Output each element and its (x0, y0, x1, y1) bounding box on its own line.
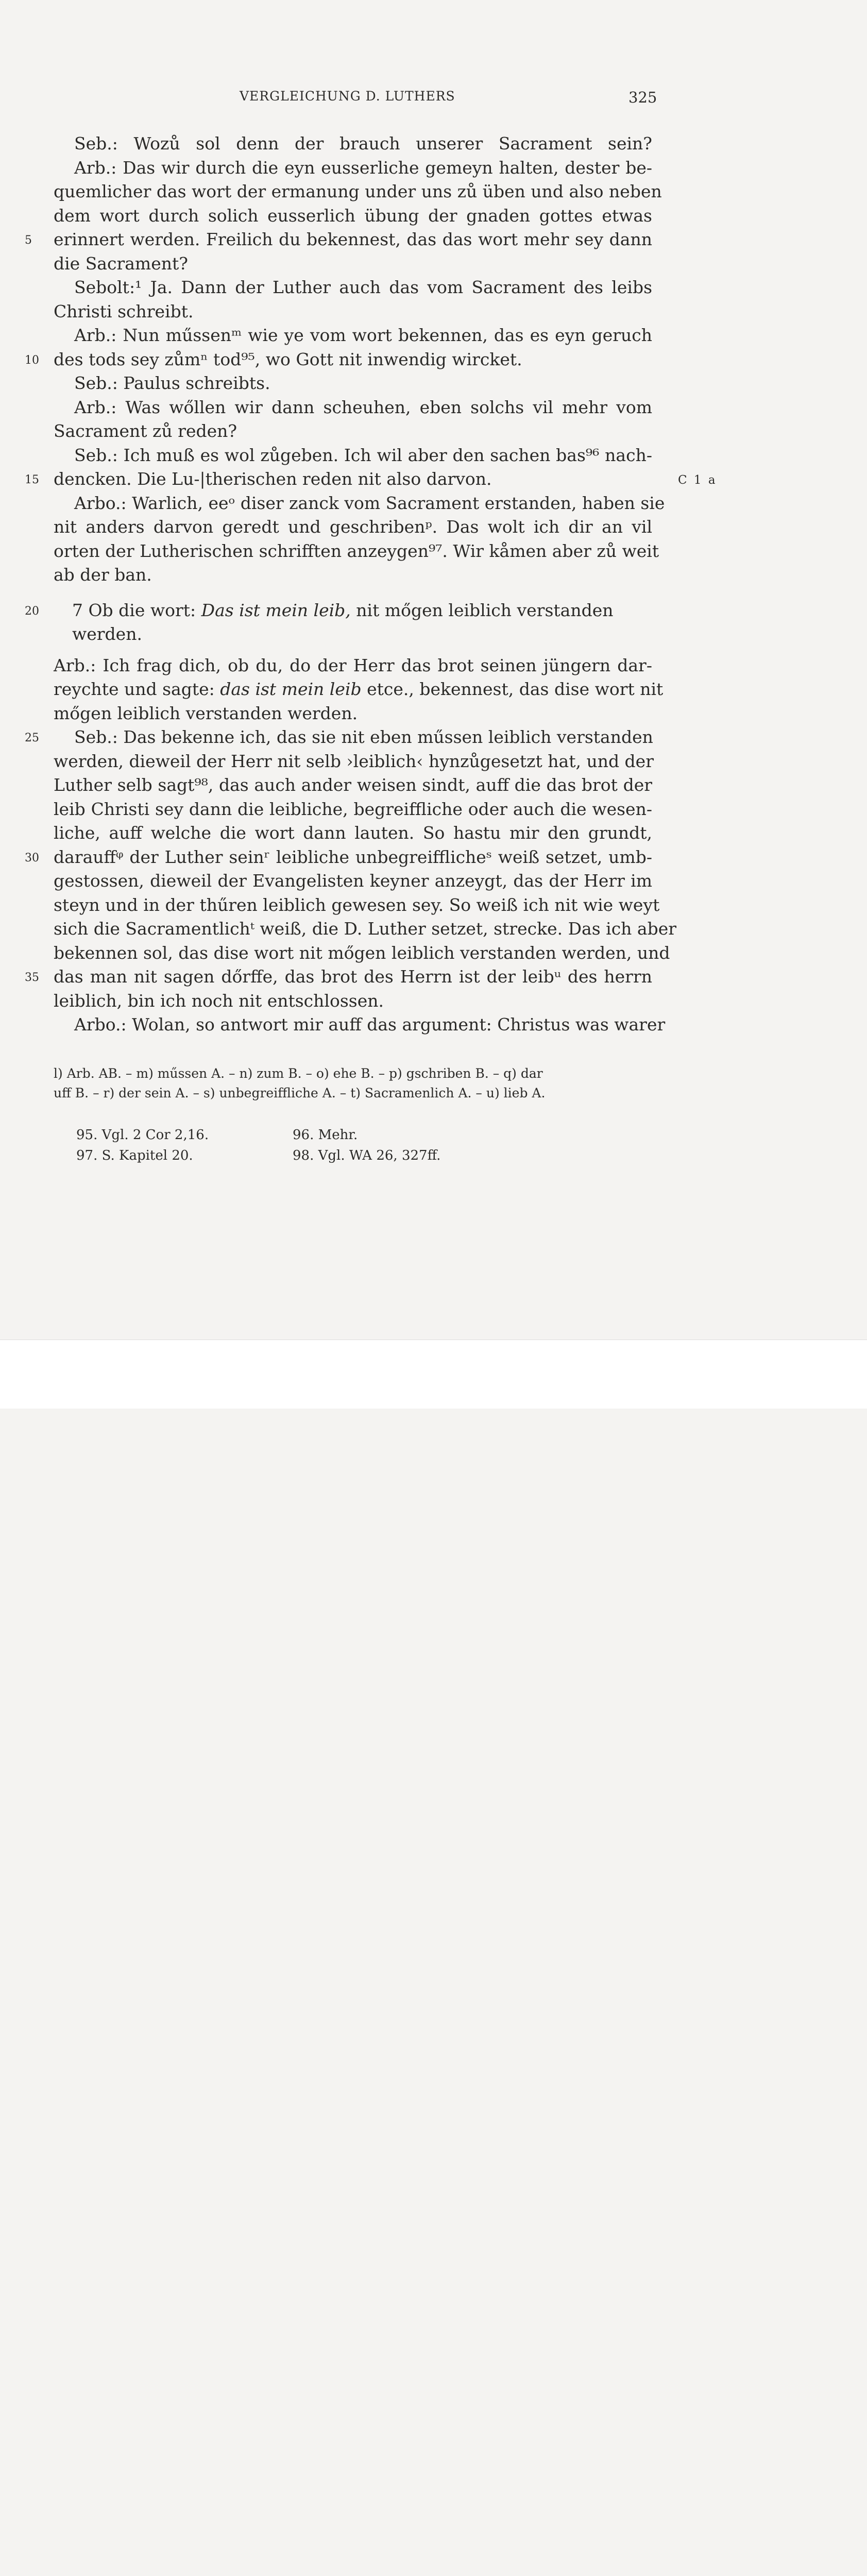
text-line: die Sacrament? (54, 253, 188, 274)
critical-apparatus (54, 1064, 652, 1103)
text-line: Arbo.: Warlich, eeᵒ diser zanck vom Sacrament erstanden, haben sie (74, 493, 665, 513)
text-line: gestossen, dieweil der Evangelisten keyner anzeygt, das der Herr im (54, 871, 652, 891)
text-line: 15 dencken. Die Lu-|therischen reden nit also darvon. C 1 a (54, 467, 652, 492)
text-line: reychte und sagte: das ist mein leib etce., bekennest, das dise wort nit (54, 679, 664, 699)
line-number: 35 (25, 971, 39, 984)
text-line: Luther selb sagt⁹⁸, das auch ander weisen sindt, auff die das brot der (54, 775, 652, 795)
section-heading: 20 7 Ob die wort: Das ist mein leib, nit mőgen leiblich verstanden (54, 599, 652, 623)
note-97: 97. S. Kapitel 20. (76, 1148, 193, 1163)
line-number: 25 (25, 732, 39, 744)
text-line: Arb.: Nun műssenᵐ wie ye vom wort bekennen, das es eyn geruch (74, 325, 652, 345)
line-number: 30 (25, 851, 39, 865)
text-line: nit anders darvon geredt und geschribenᵖ. Das wolt ich dir an vil (54, 517, 652, 537)
text-line: Arb.: Was wőllen wir dann scheuhen, eben solchs vil mehr vom (74, 397, 652, 417)
apparatus-line: l) Arb. AB. – m) műssen A. – n) zum B. – o) ehe B. – p) gschriben B. – q) dar (54, 1066, 543, 1081)
text-line: 25 Seb.: Das bekenne ich, das sie nit eben műssen leiblich verstanden (54, 725, 652, 750)
text-line: Sebolt:¹ Ja. Dann der Luther auch das vom Sacrament des leibs (74, 277, 652, 297)
note-98: 98. Vgl. WA 26, 327ff. (293, 1148, 441, 1163)
note-95: 95. Vgl. 2 Cor 2,16. (76, 1127, 209, 1143)
text-line: 10 des tods sey zůmⁿ tod⁹⁵, wo Gott nit inwendig wircket. (54, 348, 652, 372)
line-number: 5 (25, 234, 32, 247)
text-line: Christi schreibt. (54, 301, 194, 321)
text-line: leiblich, bin ich noch nit entschlossen. (54, 990, 384, 1011)
line-number: 15 (25, 473, 39, 486)
text-line: Arb.: Ich frag dich, ob du, do der Herr das brot seinen jüngern dar- (54, 655, 652, 675)
note-96: 96. Mehr. (293, 1127, 358, 1143)
text-line: 30 darauffᵠ der Luther seinʳ leibliche unbegreifflicheˢ weiß setzet, umb- (54, 845, 652, 870)
text-line: mőgen leiblich verstanden werden. (54, 703, 358, 723)
text-line: bekennen sol, das dise wort nit mőgen leiblich verstanden werden, und (54, 942, 670, 963)
text-line: orten der Lutherischen schrifften anzeygen⁹⁷. Wir kåmen aber zů weit (54, 540, 659, 561)
text-line: ab der ban. (54, 565, 152, 585)
text-line: quemlicher das wort der ermanung under uns zů üben und also neben (54, 181, 662, 201)
text-line: sich die Sacramentlichᵗ weiß, die D. Luther setzet, strecke. Das ich aber (54, 919, 677, 939)
text-line: Arb.: Das wir durch die eyn eusserliche gemeyn halten, dester be- (74, 157, 652, 178)
text-line: steyn und in der thűren leiblich gewesen sey. So weiß ich nit wie weyt (54, 894, 660, 915)
text-line: Arbo.: Wolan, so antwort mir auff das argument: Christus was warer (74, 1014, 666, 1035)
marginal-signature: C 1 a (678, 473, 717, 487)
text-line: 35 das man nit sagen dőrffe, das brot des Herrn ist der leibᵘ des herrn (54, 965, 652, 989)
text-line: werden, dieweil der Herr nit selb ›leiblich‹ hynzůgesetzt hat, und der (54, 751, 654, 771)
apparatus-line: uff B. – r) der sein A. – s) unbegreiffliche A. – t) Sacramenlich A. – u) lieb A. (54, 1086, 546, 1100)
line-number: 20 (25, 604, 39, 618)
text-line: 5 erinnert werden. Freilich du bekennest, das das wort mehr sey dann (54, 228, 652, 252)
page-number: 325 (628, 89, 657, 106)
section-heading: werden. (72, 624, 142, 644)
text-line: Seb.: Wozů sol denn der brauch unserer Sacrament sein? (74, 133, 652, 154)
text-line: Seb.: Ich muß es wol zůgeben. Ich wil aber den sachen bas⁹⁶ nach- (74, 445, 652, 465)
footer-bar (0, 1340, 867, 1409)
text-line: Seb.: Paulus schreibts. (74, 373, 270, 393)
main-text (25, 132, 717, 1037)
line-number: 10 (25, 353, 39, 367)
explanatory-notes (76, 1125, 591, 1166)
text-line: liche, auff welche die wort dann lauten. So hastu mir den grundt, (54, 823, 652, 843)
text-line: leib Christi sey dann die leibliche, begreiffliche oder auch die wesen- (54, 799, 652, 819)
text-line: dem wort durch solich eusserlich übung der gnaden gottes etwas (54, 205, 652, 226)
text-line: Sacrament zů reden? (54, 421, 237, 441)
running-title: VERGLEICHUNG D. LUTHERS (240, 89, 455, 104)
